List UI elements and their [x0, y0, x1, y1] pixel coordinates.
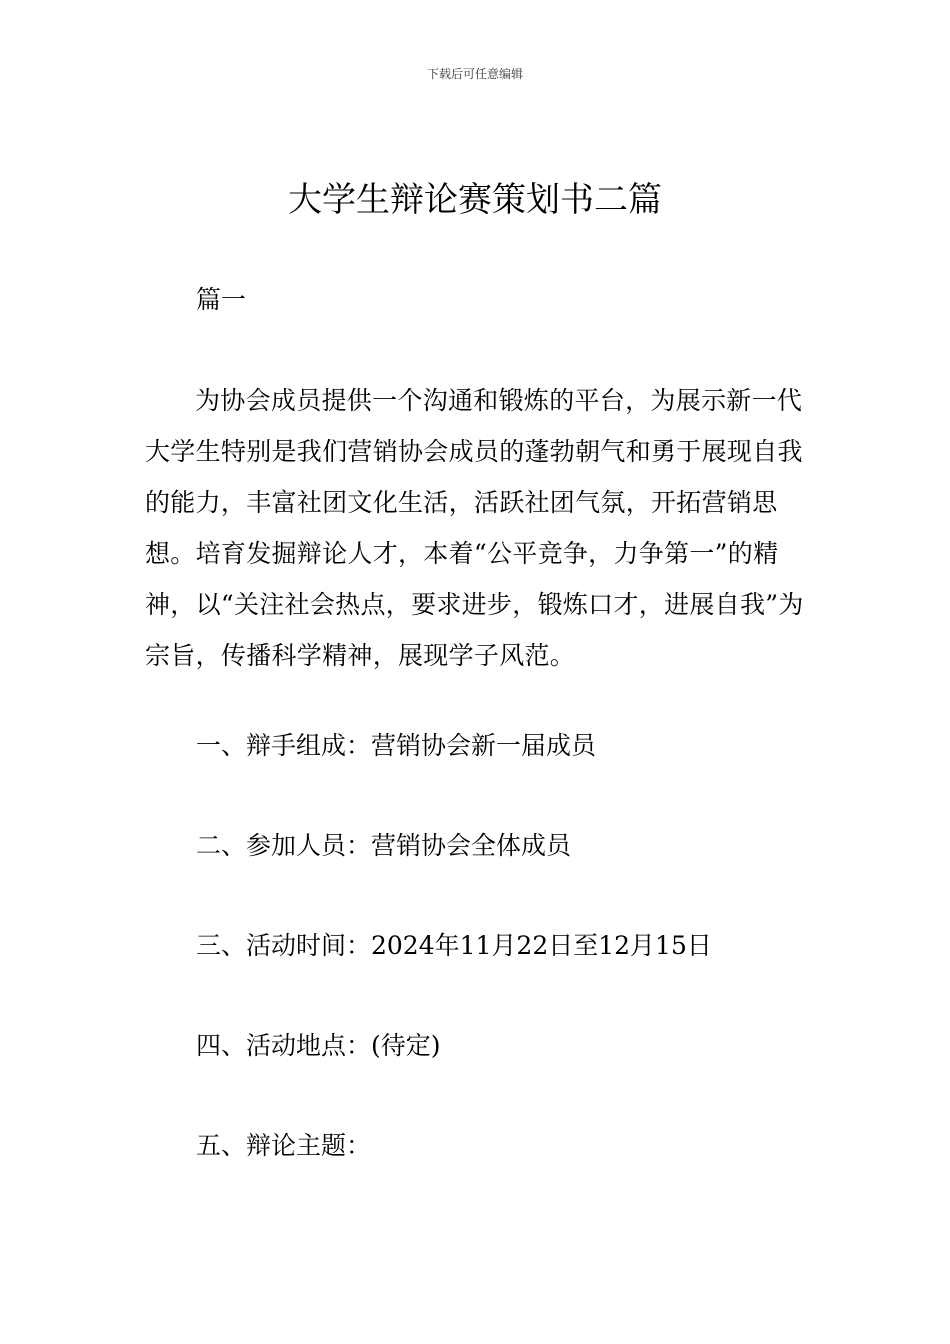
- intro-paragraph: 为协会成员提供一个沟通和锻炼的平台，为展示新一代大学生特别是我们营销协会成员的蓬勃朝气和勇于展现自我的能力，丰富社团文化生活，活跃社团气氛，开拓营销思想。培育发掘辩论人才，本着“公平竞争，力争第一”的精神，以“关注社会热点，要求进步，锻炼口才，进展自我”为宗旨，传播科学精神，展现学子风范。: [145, 386, 804, 670]
- section-label: 篇一: [196, 285, 247, 314]
- list-item-time: 三、活动时间：2024年11月22日至12月15日: [196, 931, 712, 960]
- header-note: 下载后可任意编辑: [426, 67, 523, 81]
- list-item-topic: 五、辩论主题：: [196, 1131, 372, 1160]
- list-item-location: 四、活动地点：(待定): [196, 1031, 441, 1060]
- list-item-participants: 二、参加人员：营销协会全体成员: [196, 831, 572, 860]
- list-item-debaters: 一、辩手组成：营销协会新一届成员: [196, 731, 597, 760]
- document-title: 大学生辩论赛策划书二篇: [288, 180, 662, 220]
